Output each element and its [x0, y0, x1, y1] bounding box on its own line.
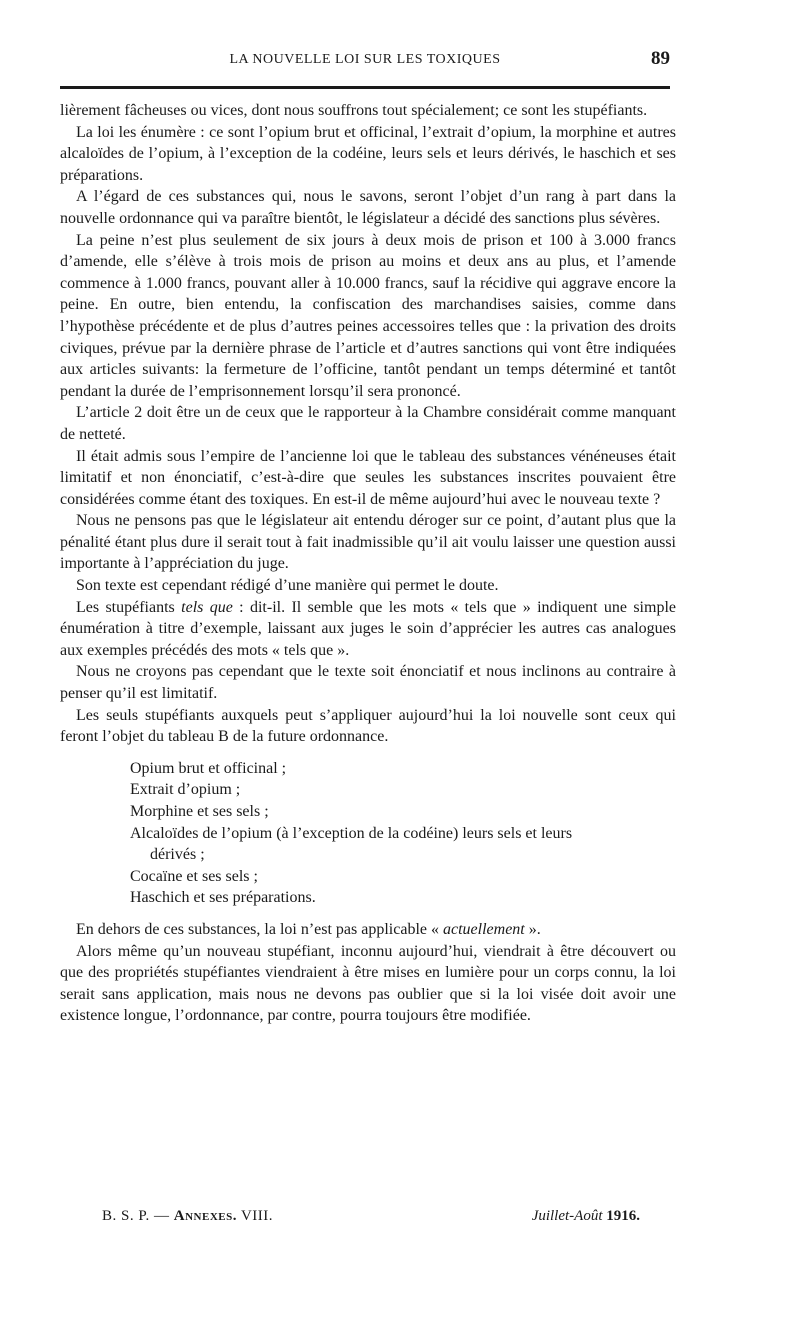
footer-signature [102, 1208, 273, 1225]
paragraph: Son texte est cependant rédigé d’une manière qui permet le doute. [76, 577, 499, 595]
paragraph: Alors même qu’un nouveau stupéfiant, inconnu aujourd’hui, viendrait à être découvert ou que des propriétés stupéfiantes viendraient à être mises en lumière pour un corps connu, la loi serait sans application, mais nous ne devons pas oublier que si la loi visée doit avoir une existence longue, l’ordonnance, par contre, pourra toujours être modifiée. [60, 942, 676, 1025]
list-item: Morphine et ses sels ; [130, 803, 269, 820]
paragraph: Les seuls stupéfiants auxquels peut s’appliquer aujourd’hui la loi nouvelle sont ceux qui feront l’objet du tableau B de la future ordonnance. [60, 706, 676, 746]
paragraph: lièrement fâcheuses ou vices, dont nous souffrons tout spécialement; ce sont les stupéfiants. [60, 102, 648, 119]
footer-year: 1916. [606, 1208, 640, 1224]
footer-prefix: B. S. P. — [102, 1208, 174, 1224]
paragraph: A l’égard de ces substances qui, nous le savons, seront l’objet d’un rang à part dans la nouvelle ordonnance qui va paraître bientôt, le législateur a décidé des sanctions plus sévères. [60, 188, 676, 227]
paragraph [60, 597, 676, 662]
paragraph: La peine n’est plus seulement de six jours à deux mois de prison et 100 à 3.000 francs d’amende, elle s’élève à trois mois de prison au moins et deux ans au plus, et l’amende commence à 1.000 francs, pouvant aller à 10.000 francs, sauf la récidive qui aggrave encore la peine. En outre, bien entendu, la confiscation des marchandises saisies, comme dans l’hypothèse précédente et de plus d’autres peines accessoires telles que : la privation des droits civiques, prévue par la dernière phrase de l’article et d’autres sanctions qui vont être indiquées aux articles suivants: la fermeture de l’officine, tantôt pendant un temps déterminé et tantôt pendant la durée de l’emprisonnement lorsqu’il sera prononcé. [60, 231, 676, 400]
text-run: Les stupéfiants [76, 598, 182, 616]
footer-suffix: VIII. [237, 1208, 274, 1224]
paragraph: Nous ne croyons pas cependant que le texte soit énonciatif et nous inclinons au contraire à penser qu’il est limitatif. [60, 663, 676, 703]
list-item: Extrait d’opium ; [130, 781, 241, 799]
header-rule [60, 86, 670, 89]
italic-run: tels que [181, 598, 233, 616]
page-footer [76, 1208, 640, 1232]
text-run: En dehors de ces substances, la loi n’est pas applicable « [76, 920, 443, 938]
text-run: : dit-il. Il semble que les mots « tels que » indiquent une simple énumération à titre d’exemple, laissant aux juges le soin d’apprécier les autres cas analogues aux exemples précédés des mots « tels que ». [60, 598, 676, 659]
running-title: LA NOUVELLE LOI SUR LES TOXIQUES [229, 52, 501, 67]
paragraph: Il était admis sous l’empire de l’ancienne loi que le tableau des substances vénéneuses était limitatif et non énonciatif, c’est-à-dire que seules les substances inscrites pouvaient être considérées comme étant des toxiques. En est-il de même aujourd’hui avec le nouveau texte ? [60, 447, 676, 508]
footer-month: Juillet-Août [531, 1208, 603, 1224]
list-item: Haschich et ses préparations. [130, 889, 316, 907]
list-item-text: Alcaloïdes de l’opium (à l’exception de la codéine) leurs sels et leurs [130, 824, 573, 842]
body-text [60, 100, 676, 1027]
page-number: 89 [651, 48, 670, 69]
paragraph [60, 919, 676, 941]
running-header [60, 48, 670, 80]
italic-run: actuellement [443, 920, 525, 938]
list-item: Opium brut et officinal ; [130, 759, 287, 777]
footer-date [532, 1208, 640, 1225]
substance-list [130, 758, 676, 909]
list-item-continuation: dérivés ; [150, 846, 205, 864]
paragraph: L’article 2 doit être un de ceux que le rapporteur à la Chambre considérait comme manquant de netteté. [60, 404, 676, 443]
list-item: Cocaïne et ses sels ; [130, 867, 258, 885]
text-run: ». [524, 920, 541, 938]
list-item [130, 823, 676, 866]
paragraph: La loi les énumère : ce sont l’opium brut et officinal, l’extrait d’opium, la morphine et autres alcaloïdes de l’opium, à l’exception de la codéine, leurs sels et leurs dérivés, le haschich et ses préparations. [60, 123, 676, 184]
footer-annexes: Annexes. [173, 1208, 237, 1224]
paragraph: Nous ne pensons pas que le législateur ait entendu déroger sur ce point, d’autant plus que la pénalité étant plus dure il serait tout à fait inadmissible qu’il ait voulu laisser une question aussi importante à l’appréciation du juge. [60, 512, 676, 573]
